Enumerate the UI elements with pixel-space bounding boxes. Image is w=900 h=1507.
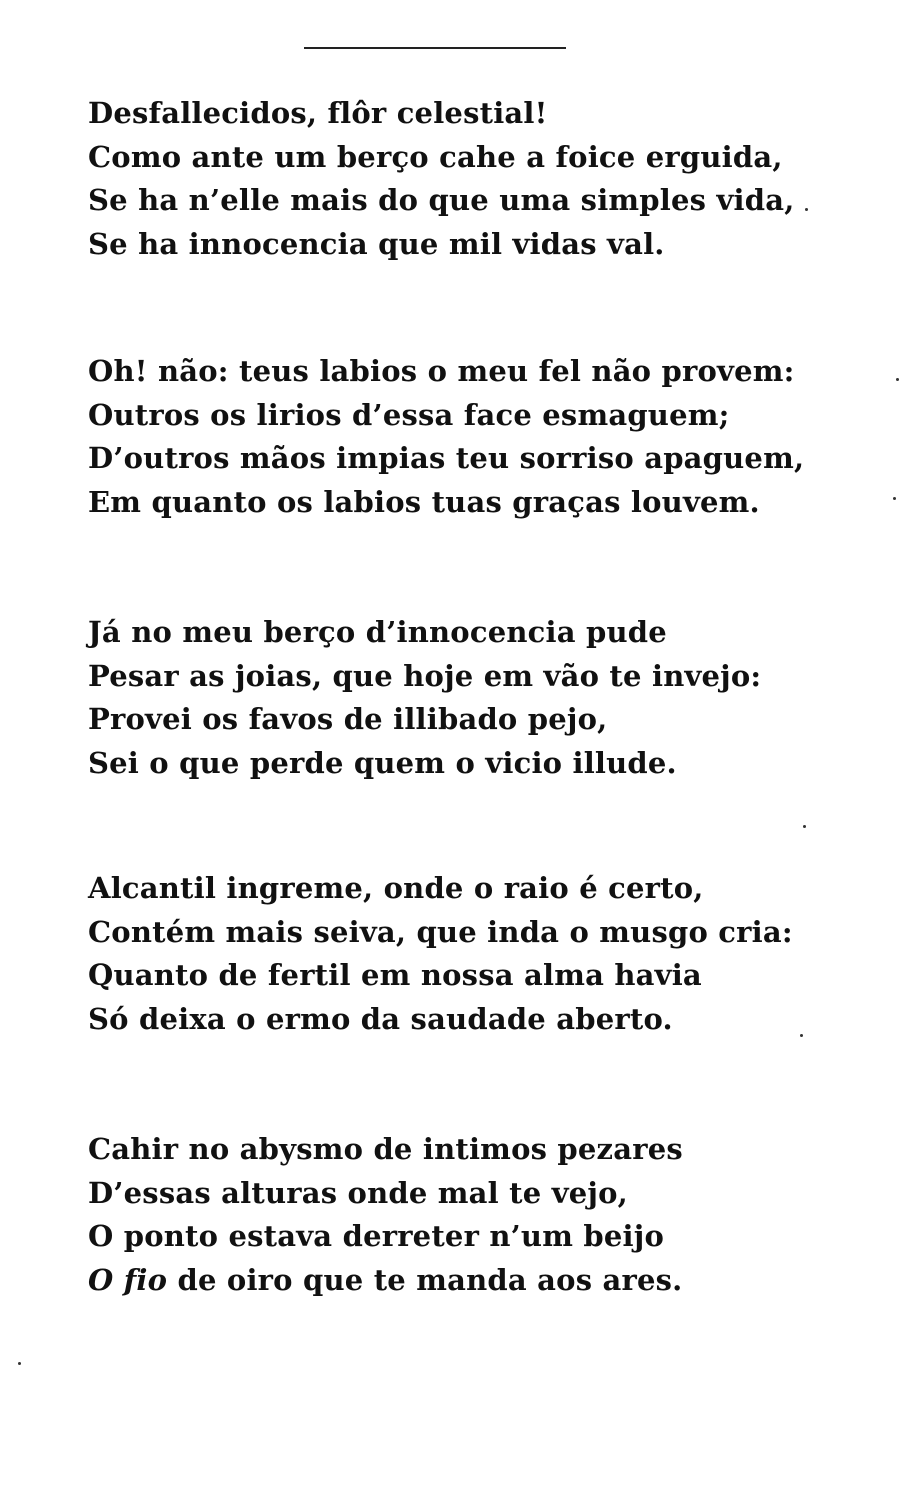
verse-line: O ponto estava derreter n’um beijo <box>88 1219 664 1253</box>
verse-line: Só deixa o ermo da saudade aberto. <box>88 1001 673 1036</box>
stanza-1 <box>88 92 848 266</box>
stanza-5 <box>88 1128 848 1302</box>
verse-line: Sei o que perde quem o vicio illude. <box>88 745 677 780</box>
verse-line: Pesar as joias, que hoje em vão te invejo: <box>88 658 762 693</box>
verse-line: Alcantil ingreme, onde o raio é certo, <box>88 871 704 905</box>
verse-line-rest: de oiro que te manda aos ares. <box>167 1262 683 1297</box>
stanza-2 <box>88 350 848 524</box>
stanza-4 <box>88 867 848 1041</box>
verse-line: Provei os favos de illibado pejo, <box>88 702 608 736</box>
verse-line: Cahir no abysmo de intimos pezares <box>88 1132 683 1166</box>
verse-line: Como ante um berço cahe a foice erguida, <box>88 139 783 174</box>
scan-speck <box>800 1034 803 1037</box>
scan-speck <box>896 378 899 381</box>
verse-line: Outros os lirios d’essa face esmaguem; <box>88 397 730 432</box>
verse-line: Já no meu berço d’innocencia pude <box>88 615 667 649</box>
scan-speck <box>18 1362 21 1365</box>
verse-line: Contém mais seiva, que inda o musgo cria: <box>88 914 793 949</box>
verse-line: Se ha n’elle mais do que uma simples vida, <box>88 183 795 217</box>
verse-line: D’outros mãos impias teu sorriso apaguem, <box>88 441 805 475</box>
verse-line: Quanto de fertil em nossa alma havia <box>88 958 702 992</box>
verse-line: Em quanto os labios tuas graças louvem. <box>88 484 760 519</box>
verse-line-last <box>88 1259 848 1303</box>
section-divider-rule <box>304 47 566 49</box>
scan-speck <box>805 208 808 211</box>
italic-phrase: O fio <box>88 1262 168 1297</box>
scan-speck <box>893 497 896 500</box>
verse-line: Desfallecidos, flôr celestial! <box>88 96 548 130</box>
scan-speck <box>803 825 806 828</box>
verse-line: D’essas alturas onde mal te vejo, <box>88 1175 628 1210</box>
stanza-3 <box>88 611 848 785</box>
verse-line: Se ha innocencia que mil vidas val. <box>88 226 665 261</box>
verse-line: Oh! não: teus labios o meu fel não provem: <box>88 354 795 388</box>
